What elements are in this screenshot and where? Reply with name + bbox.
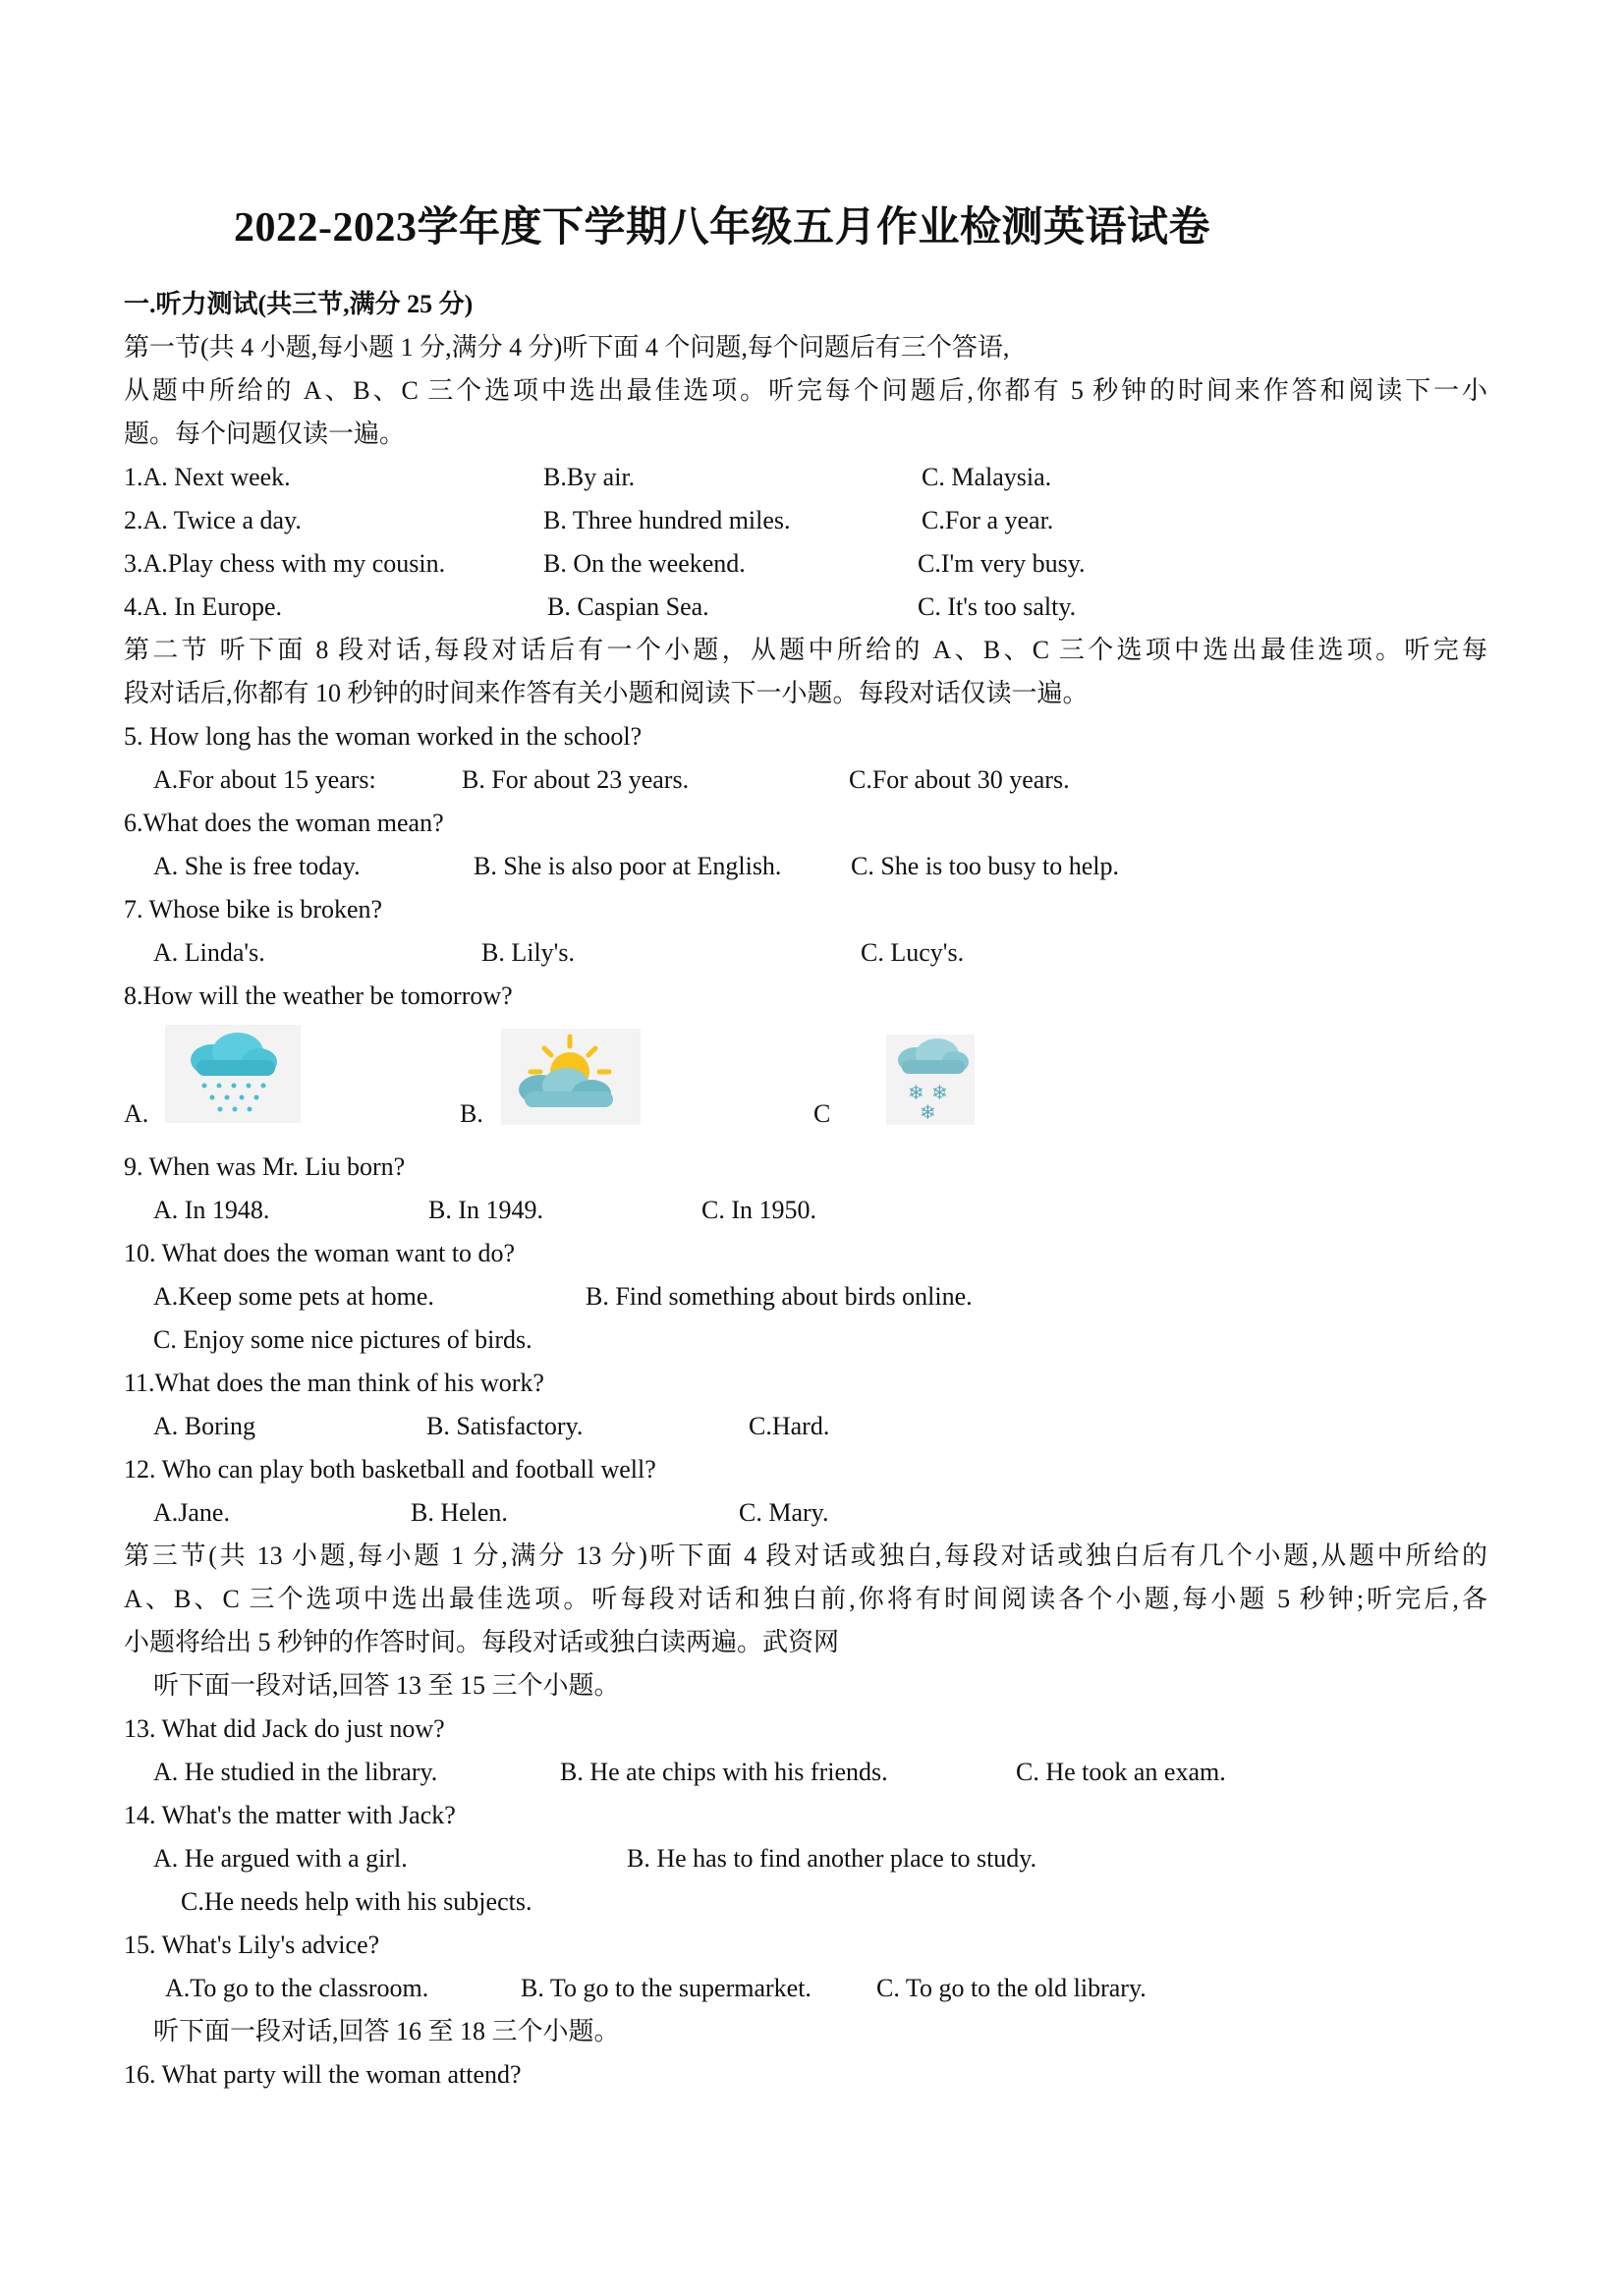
- q7-option-a: A. Linda's.: [153, 938, 265, 967]
- q5-option-b: B. For about 23 years.: [462, 765, 690, 794]
- svg-text:❄: ❄: [908, 1081, 924, 1104]
- section3-intro-line-3: 小题将给出 5 秒钟的作答时间。每段对话或独白读两遍。武资网: [124, 1628, 840, 1656]
- q4-option-a: 4.A. In Europe.: [124, 592, 283, 621]
- q15-option-a: A.To go to the classroom.: [165, 1974, 429, 2002]
- q11-option-a: A. Boring: [153, 1412, 255, 1440]
- q12-option-c: C. Mary.: [739, 1498, 829, 1527]
- q11-option-b: B. Satisfactory.: [426, 1412, 584, 1440]
- q13-option-b: B. He ate chips with his friends.: [560, 1758, 888, 1786]
- q2-option-b: B. Three hundred miles.: [543, 506, 791, 534]
- q13-option-a: A. He studied in the library.: [153, 1758, 438, 1786]
- q13-question: 13. What did Jack do just now?: [124, 1714, 445, 1743]
- q9-option-c: C. In 1950.: [701, 1196, 816, 1224]
- q11-option-c: C.Hard.: [749, 1412, 830, 1440]
- q15-option-c: C. To go to the old library.: [876, 1974, 1147, 2002]
- q12-question: 12. Who can play both basketball and football well?: [124, 1455, 656, 1484]
- q14-option-c: C.He needs help with his subjects.: [181, 1887, 532, 1916]
- q7-option-c: C. Lucy's.: [861, 938, 965, 967]
- q12-option-b: B. Helen.: [411, 1498, 508, 1527]
- q2-option-c: C.For a year.: [922, 506, 1054, 534]
- q4-option-c: C. It's too salty.: [918, 592, 1077, 621]
- q4-option-b: B. Caspian Sea.: [547, 592, 709, 621]
- q5-option-c: C.For about 30 years.: [849, 765, 1070, 794]
- svg-text:❄: ❄: [931, 1081, 948, 1104]
- q8-option-c: C: [813, 1099, 831, 1128]
- q12-option-a: A.Jane.: [153, 1498, 230, 1527]
- section2-intro-line-1: 第二节 听下面 8 段对话,每段对话后有一个小题，从题中所给的 A、B、C 三个选项中选出最佳选项。听完每: [124, 636, 1487, 664]
- svg-text:❄: ❄: [920, 1100, 936, 1124]
- q5-question: 5. How long has the woman worked in the school?: [124, 722, 643, 751]
- sun-cloud-icon: [501, 1029, 641, 1125]
- q10-question: 10. What does the woman want to do?: [124, 1239, 516, 1267]
- section3-intro-line-1: 第三节(共 13 小题,每小题 1 分,满分 13 分)听下面 4 段对话或独白,每段对话或独白后有几个小题,从题中所给的: [124, 1541, 1487, 1570]
- q6-option-b: B. She is also poor at English.: [474, 852, 782, 880]
- rain-cloud-icon: [165, 1025, 301, 1123]
- q11-question: 11.What does the man think of his work?: [124, 1369, 544, 1397]
- q5-option-a: A.For about 15 years:: [153, 765, 376, 794]
- q10-option-a: A.Keep some pets at home.: [153, 1282, 434, 1311]
- page-title: 2022-2023学年度下学期八年级五月作业检测英语试卷: [234, 205, 1210, 251]
- q3-option-c: C.I'm very busy.: [918, 549, 1086, 578]
- section1-intro-line-2: 从题中所给的 A、B、C 三个选项中选出最佳选项。听完每个问题后,你都有 5 秒钟的时间来作答和阅读下一小: [124, 376, 1487, 405]
- q14-option-a: A. He argued with a girl.: [153, 1844, 408, 1873]
- q8-option-b: B.: [460, 1099, 483, 1128]
- q14-option-b: B. He has to find another place to study.: [627, 1844, 1037, 1873]
- snow-cloud-icon: [886, 1035, 975, 1125]
- dialog2-instruction: 听下面一段对话,回答 16 至 18 三个小题。: [153, 2017, 620, 2045]
- q1-option-b: B.By air.: [543, 463, 636, 491]
- q7-question: 7. Whose bike is broken?: [124, 895, 383, 924]
- section2-intro-line-2: 段对话后,你都有 10 秒钟的时间来作答有关小题和阅读下一小题。每段对话仅读一遍。: [124, 679, 1089, 707]
- q3-option-a: 3.A.Play chess with my cousin.: [124, 549, 446, 578]
- q1-option-c: C. Malaysia.: [922, 463, 1052, 491]
- section3-intro-line-2: A、B、C 三个选项中选出最佳选项。听每段对话和独白前,你将有时间阅读各个小题,每小题 5 秒钟;听完后,各: [124, 1585, 1487, 1613]
- q6-option-a: A. She is free today.: [153, 852, 361, 880]
- section1-intro-line-1: 第一节(共 4 小题,每小题 1 分,满分 4 分)听下面 4 个问题,每个问题后有三个答语,: [124, 333, 1010, 362]
- section1-intro-line-3: 题。每个问题仅读一遍。: [124, 420, 406, 448]
- q6-question: 6.What does the woman mean?: [124, 809, 444, 837]
- q16-question: 16. What party will the woman attend?: [124, 2060, 522, 2089]
- q8-option-a: A.: [124, 1099, 149, 1128]
- q9-question: 9. When was Mr. Liu born?: [124, 1152, 406, 1181]
- q10-option-c: C. Enjoy some nice pictures of birds.: [153, 1325, 532, 1354]
- q15-option-b: B. To go to the supermarket.: [521, 1974, 812, 2002]
- q9-option-a: A. In 1948.: [153, 1196, 270, 1224]
- q14-question: 14. What's the matter with Jack?: [124, 1801, 456, 1829]
- dialog1-instruction: 听下面一段对话,回答 13 至 15 三个小题。: [153, 1671, 620, 1700]
- q10-option-b: B. Find something about birds online.: [586, 1282, 973, 1311]
- q8-question: 8.How will the weather be tomorrow?: [124, 981, 513, 1010]
- q3-option-b: B. On the weekend.: [543, 549, 746, 578]
- q7-option-b: B. Lily's.: [481, 938, 575, 967]
- q6-option-c: C. She is too busy to help.: [851, 852, 1120, 880]
- q9-option-b: B. In 1949.: [428, 1196, 543, 1224]
- part1-heading: 一.听力测试(共三节,满分 25 分): [124, 290, 474, 318]
- q15-question: 15. What's Lily's advice?: [124, 1931, 380, 1959]
- q13-option-c: C. He took an exam.: [1016, 1758, 1226, 1786]
- q1-option-a: 1.A. Next week.: [124, 463, 291, 491]
- q2-option-a: 2.A. Twice a day.: [124, 506, 302, 534]
